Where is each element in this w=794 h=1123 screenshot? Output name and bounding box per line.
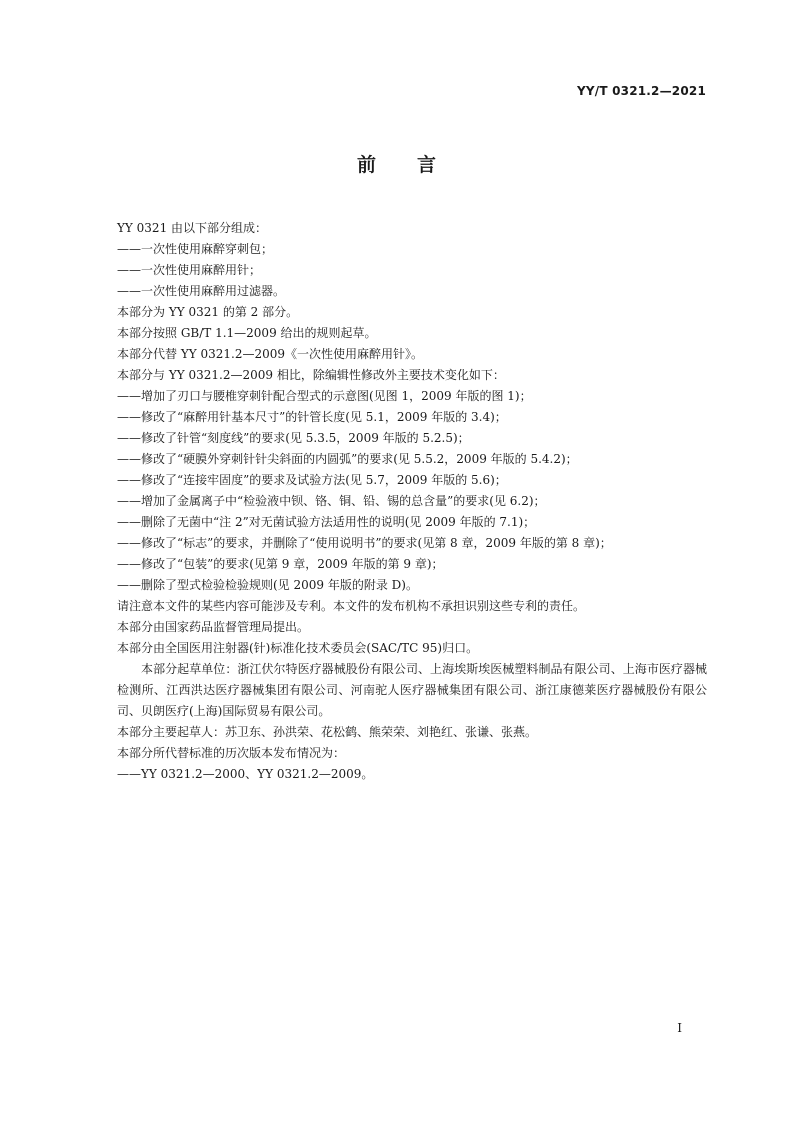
change-item: ——修改了“连接牢固度”的要求及试验方法(见 5.7，2009 年版的 5.6)； — [117, 473, 507, 487]
change-item: ——修改了针管“刻度线”的要求(见 5.3.5，2009 年版的 5.2.5)； — [117, 431, 470, 445]
change-item: ——增加了刃口与腰椎穿刺针配合型式的示意图(见图 1，2009 年版的图 1)； — [117, 389, 532, 403]
change-item: ——修改了“麻醉用针基本尺寸”的针管长度(见 5.1，2009 年版的 3.4)； — [117, 410, 507, 424]
change-item: ——删除了无菌中“注 2”对无菌试验方法适用性的说明(见 2009 年版的 7.1)； — [117, 515, 536, 529]
paragraph-part-number: 本部分为 YY 0321 的第 2 部分。 — [117, 305, 299, 319]
change-item: ——修改了“硬膜外穿刺针针尖斜面的内圆弧”的要求(见 5.5.2，2009 年版的 5.4.2)； — [117, 452, 578, 466]
page-title — [0, 150, 794, 177]
paragraph-history-intro: 本部分所代替标准的历次版本发布情况为： — [117, 746, 346, 760]
history-item: ——YY 0321.2—2000、YY 0321.2—2009。 — [117, 767, 374, 781]
paragraph-replaces: 本部分代替 YY 0321.2—2009《一次性使用麻醉用针》。 — [117, 347, 424, 361]
title-part-1: 前 — [356, 154, 377, 176]
change-item: ——修改了“标志”的要求，并删除了“使用说明书”的要求(见第 8 章，2009 年版的第 8 章)； — [117, 536, 612, 550]
paragraph-drafting-units — [93, 659, 707, 722]
page-number: I — [677, 1021, 682, 1035]
foreword-body — [117, 218, 707, 785]
change-item: ——删除了型式检验检验规则(见 2009 年版的附录 D)。 — [117, 578, 418, 592]
paragraph-proposed-by: 本部分由国家药品监督管理局提出。 — [117, 620, 310, 634]
paragraph-drafters: 本部分主要起草人：苏卫东、孙洪荣、花松鹤、熊荣荣、刘艳红、张谦、张燕。 — [117, 725, 538, 739]
paragraph-drafting-rules: 本部分按照 GB/T 1.1—2009 给出的规则起草。 — [117, 326, 377, 340]
list-item-part-2: ——一次性使用麻醉用针； — [117, 263, 262, 277]
title-part-2: 言 — [417, 154, 438, 176]
paragraph-centralized-by: 本部分由全国医用注射器(针)标准化技术委员会(SAC/TC 95)归口。 — [117, 641, 479, 655]
paragraph-composition: YY 0321 由以下部分组成： — [117, 221, 268, 235]
paragraph-patent-notice: 请注意本文件的某些内容可能涉及专利。本文件的发布机构不承担识别这些专利的责任。 — [117, 599, 586, 613]
list-item-part-3: ——一次性使用麻醉用过滤器。 — [117, 284, 286, 298]
list-item-part-1: ——一次性使用麻醉穿刺包； — [117, 242, 274, 256]
paragraph-changes-intro: 本部分与 YY 0321.2—2009 相比，除编辑性修改外主要技术变化如下： — [117, 368, 505, 382]
drafting-units-text: 本部分起草单位：浙江伏尔特医疗器械股份有限公司、上海埃斯埃医械塑料制品有限公司、上海市医疗器械检测所、江西洪达医疗器械集团有限公司、河南驼人医疗器械集团有限公司、浙江康德莱医疗器械股份有限公司、贝朗医疗(上海)国际贸易有限公司。 — [117, 662, 707, 718]
change-item: ——修改了“包装”的要求(见第 9 章，2009 年版的第 9 章)； — [117, 557, 444, 571]
standard-number: YY/T 0321.2—2021 — [576, 84, 706, 98]
change-item: ——增加了金属离子中“检验液中钡、铬、铜、铅、锡的总含量”的要求(见 6.2)； — [117, 494, 546, 508]
